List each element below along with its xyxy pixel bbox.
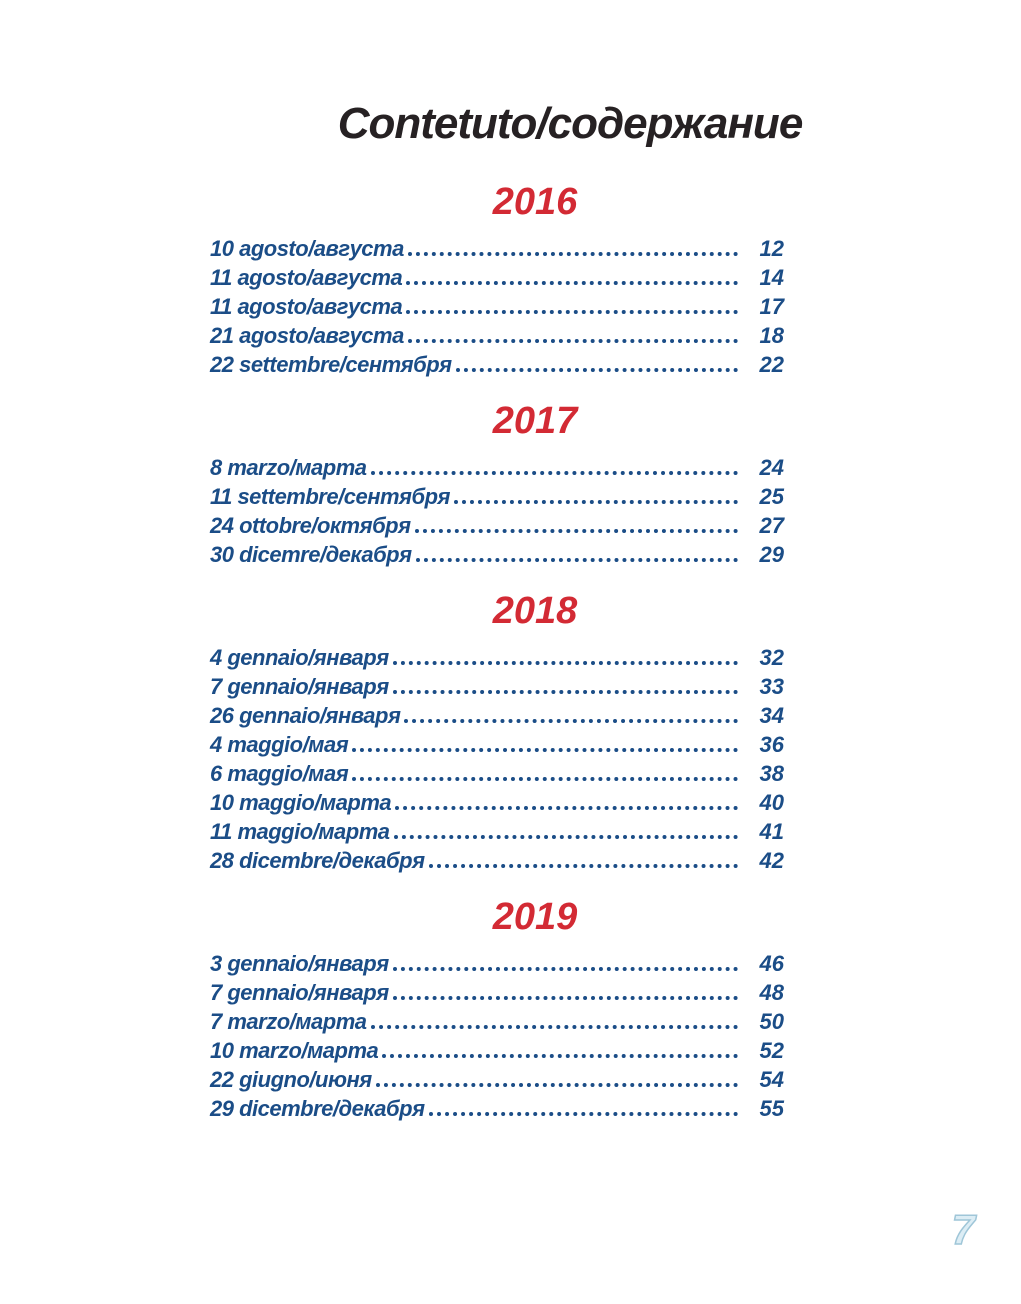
toc-row: [210, 732, 784, 761]
entry-page: 40: [759, 790, 784, 815]
entry-page: 17: [759, 294, 784, 319]
toc-row: [210, 513, 784, 542]
entry-list: [210, 645, 784, 877]
entry-label: 10 maggio/марта: [210, 790, 392, 815]
entry-label: 8 marzo/марта: [210, 455, 367, 480]
entry-page: 38: [759, 761, 784, 786]
entry-label: 28 dicembre/декабря: [210, 848, 425, 873]
entry-label: 11 agosto/августа: [210, 265, 403, 290]
page-number: 7: [951, 1206, 975, 1253]
entry-page: 50: [759, 1009, 784, 1034]
entry-list: [210, 455, 784, 571]
toc-row: [210, 790, 784, 819]
toc-row: [210, 484, 784, 513]
entry-label: 29 dicembre/декабря: [210, 1096, 425, 1121]
toc-sections: [210, 182, 784, 1125]
dotted-leader: [429, 1112, 738, 1116]
year-heading: 2016: [492, 181, 578, 223]
year-heading: 2019: [492, 896, 578, 938]
toc-row: [210, 980, 784, 1009]
entry-label: 10 marzo/марта: [210, 1038, 379, 1063]
toc-row: [210, 1038, 784, 1067]
entry-page: 24: [759, 455, 784, 480]
dotted-leader: [406, 310, 738, 314]
entry-label: 3 gennaio/января: [210, 951, 389, 976]
entry-label: 11 settembre/сентября: [210, 484, 451, 509]
entry-label: 30 dicemre/декабря: [210, 542, 412, 567]
entry-label: 11 maggio/марта: [210, 819, 390, 844]
toc-row: [210, 352, 784, 381]
entry-label: 26 gennaio/января: [210, 703, 401, 728]
entry-page: 14: [759, 265, 784, 290]
page-title: Contetuto/содержание: [337, 99, 803, 148]
toc-row: [210, 265, 784, 294]
toc-row: [210, 542, 784, 571]
dotted-leader: [394, 835, 738, 839]
entry-page: 46: [759, 951, 784, 976]
entry-label: 11 agosto/августа: [210, 294, 403, 319]
entry-page: 27: [759, 513, 784, 538]
dotted-leader: [404, 719, 738, 723]
entry-label: 7 gennaio/января: [210, 674, 389, 699]
toc-row: [210, 455, 784, 484]
toc-content: [210, 0, 803, 1125]
entry-page: 33: [759, 674, 784, 699]
dotted-leader: [406, 281, 738, 285]
dotted-leader: [429, 864, 738, 868]
toc-row: [210, 819, 784, 848]
entry-page: 41: [759, 819, 784, 844]
entry-label: 21 agosto/августа: [210, 323, 404, 348]
toc-row: [210, 703, 784, 732]
entry-label: 22 giugno/июня: [210, 1067, 372, 1092]
entry-label: 24 ottobre/октября: [210, 513, 411, 538]
dotted-leader: [416, 558, 738, 562]
entry-label: 10 agosto/августа: [210, 236, 404, 261]
dotted-leader: [393, 967, 738, 971]
dotted-leader: [393, 661, 738, 665]
dotted-leader: [395, 806, 738, 810]
entry-page: 48: [759, 980, 784, 1005]
dotted-leader: [408, 252, 738, 256]
dotted-leader: [352, 777, 738, 781]
toc-row: [210, 645, 784, 674]
entry-page: 42: [759, 848, 784, 873]
dotted-leader: [415, 529, 738, 533]
toc-row: [210, 1096, 784, 1125]
toc-row: [210, 848, 784, 877]
dotted-leader: [382, 1054, 738, 1058]
entry-page: 12: [759, 236, 784, 261]
entry-page: 18: [759, 323, 784, 348]
dotted-leader: [393, 996, 738, 1000]
year-heading: 2017: [492, 400, 578, 442]
toc-section: [210, 591, 784, 877]
dotted-leader: [456, 368, 738, 372]
entry-page: 34: [759, 703, 784, 728]
entry-page: 29: [759, 542, 784, 567]
entry-label: 7 marzo/марта: [210, 1009, 367, 1034]
dotted-leader: [393, 690, 738, 694]
dotted-leader: [408, 339, 738, 343]
toc-section: [210, 897, 784, 1125]
toc-row: [210, 323, 784, 352]
dotted-leader: [376, 1083, 738, 1087]
toc-section: [210, 182, 784, 381]
dotted-leader: [371, 471, 738, 475]
toc-row: [210, 951, 784, 980]
entry-page: 55: [759, 1096, 784, 1121]
entry-label: 4 gennaio/января: [210, 645, 389, 670]
toc-row: [210, 294, 784, 323]
entry-list: [210, 951, 784, 1125]
entry-list: [210, 236, 784, 381]
toc-row: [210, 674, 784, 703]
entry-page: 32: [759, 645, 784, 670]
entry-page: 25: [759, 484, 784, 509]
entry-page: 22: [759, 352, 784, 377]
year-heading: 2018: [492, 590, 578, 632]
toc-row: [210, 1067, 784, 1096]
entry-label: 7 gennaio/января: [210, 980, 389, 1005]
dotted-leader: [371, 1025, 738, 1029]
toc-row: [210, 236, 784, 265]
dotted-leader: [352, 748, 738, 752]
toc-section: [210, 401, 784, 571]
dotted-leader: [454, 500, 738, 504]
entry-page: 36: [759, 732, 784, 757]
toc-row: [210, 761, 784, 790]
entry-page: 54: [759, 1067, 784, 1092]
entry-page: 52: [759, 1038, 784, 1063]
entry-label: 22 settembre/сентября: [210, 352, 452, 377]
entry-label: 6 maggio/мая: [210, 761, 349, 786]
entry-label: 4 maggio/мая: [210, 732, 349, 757]
toc-row: [210, 1009, 784, 1038]
